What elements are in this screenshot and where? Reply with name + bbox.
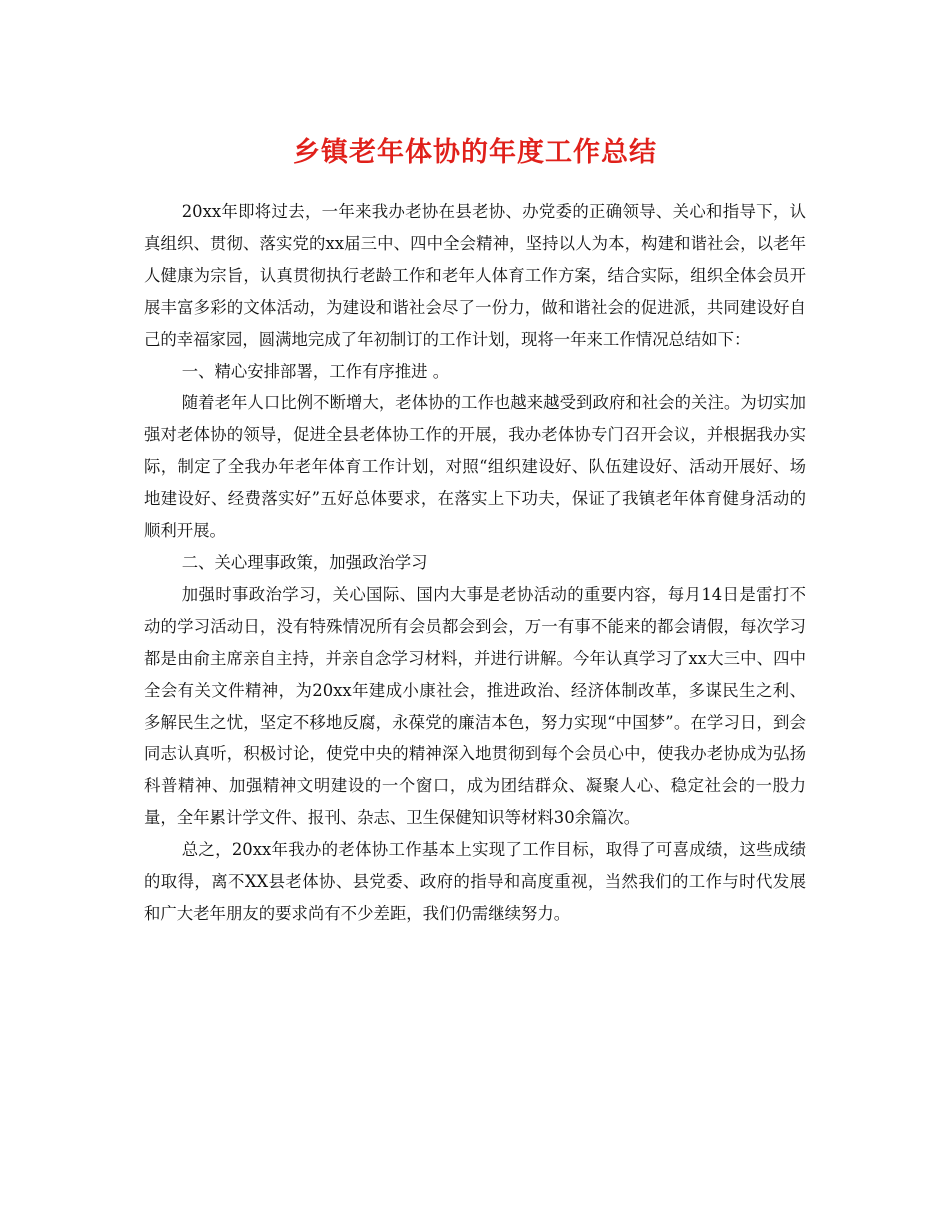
section-heading-1: 一、精心安排部署，工作有序推进 。	[181, 361, 450, 381]
section-heading-2: 二、关心理事政策，加强政治学习	[181, 552, 428, 572]
paragraph-intro: 20xx年即将过去，一年来我办老协在县老协、办党委的正确领导、关心和指导下，认真组织、贯彻、落实党的xx届三中、四中全会精神，坚持以人为本，构建和谐社会，以老年人健康为宗旨，认真贯彻执行老龄工作和老年人体育工作方案，结合实际，组织全体会员开展丰富多彩的文体活动，为建设和谐社会尽了一份力，做和谐社会的促进派，共同建设好自己的幸福家园，圆满地完成了年初制订的工作计划，现将一年来工作情况总结如下：	[144, 202, 806, 349]
document-title: 乡镇老年体协的年度工作总结	[293, 137, 657, 168]
document-body	[144, 196, 806, 930]
paragraph-section-1: 随着老年人口比例不断增大，老体协的工作也越来越受到政府和社会的关注。为切实加强对老体协的领导，促进全县老体协工作的开展，我办老体协专门召开会议，并根据我办实际，制定了全我办年老年体育工作计划，对照“组织建设好、队伍建设好、活动开展好、场地建设好、经费落实好”五好总体要求，在落实上下功夫，保证了我镇老年体育健身活动的顺利开展。	[144, 393, 806, 541]
paragraph-conclusion: 总之，20xx年我办的老体协工作基本上实现了工作目标，取得了可喜成绩，这些成绩的取得，离不XX县老体协、县党委、政府的指导和高度重视，当然我们的工作与时代发展和广大老年朋友的要求尚有不少差距，我们仍需继续努力。	[144, 840, 806, 923]
paragraph-section-2: 加强时事政治学习，关心国际、国内大事是老协活动的重要内容，每月14日是雷打不动的学习活动日，没有特殊情况所有会员都会到会，万一有事不能来的都会请假，每次学习都是由俞主席亲自主持，并亲自念学习材料，并进行讲解。今年认真学习了xx大三中、四中全会有关文件精神，为20xx年建成小康社会，推进政治、经济体制改革，多谋民生之利、多解民生之忧，坚定不移地反腐，永葆党的廉洁本色，努力实现“中国梦”。在学习日，到会同志认真听，积极讨论，使党中央的精神深入地贯彻到每个会员心中，使我办老协成为弘扬科普精神、加强精神文明建设的一个窗口，成为团结群众、凝聚人心、稳定社会的一股力量，全年累计学文件、报刊、杂志、卫生保健知识等材料30余篇次。	[144, 584, 806, 828]
